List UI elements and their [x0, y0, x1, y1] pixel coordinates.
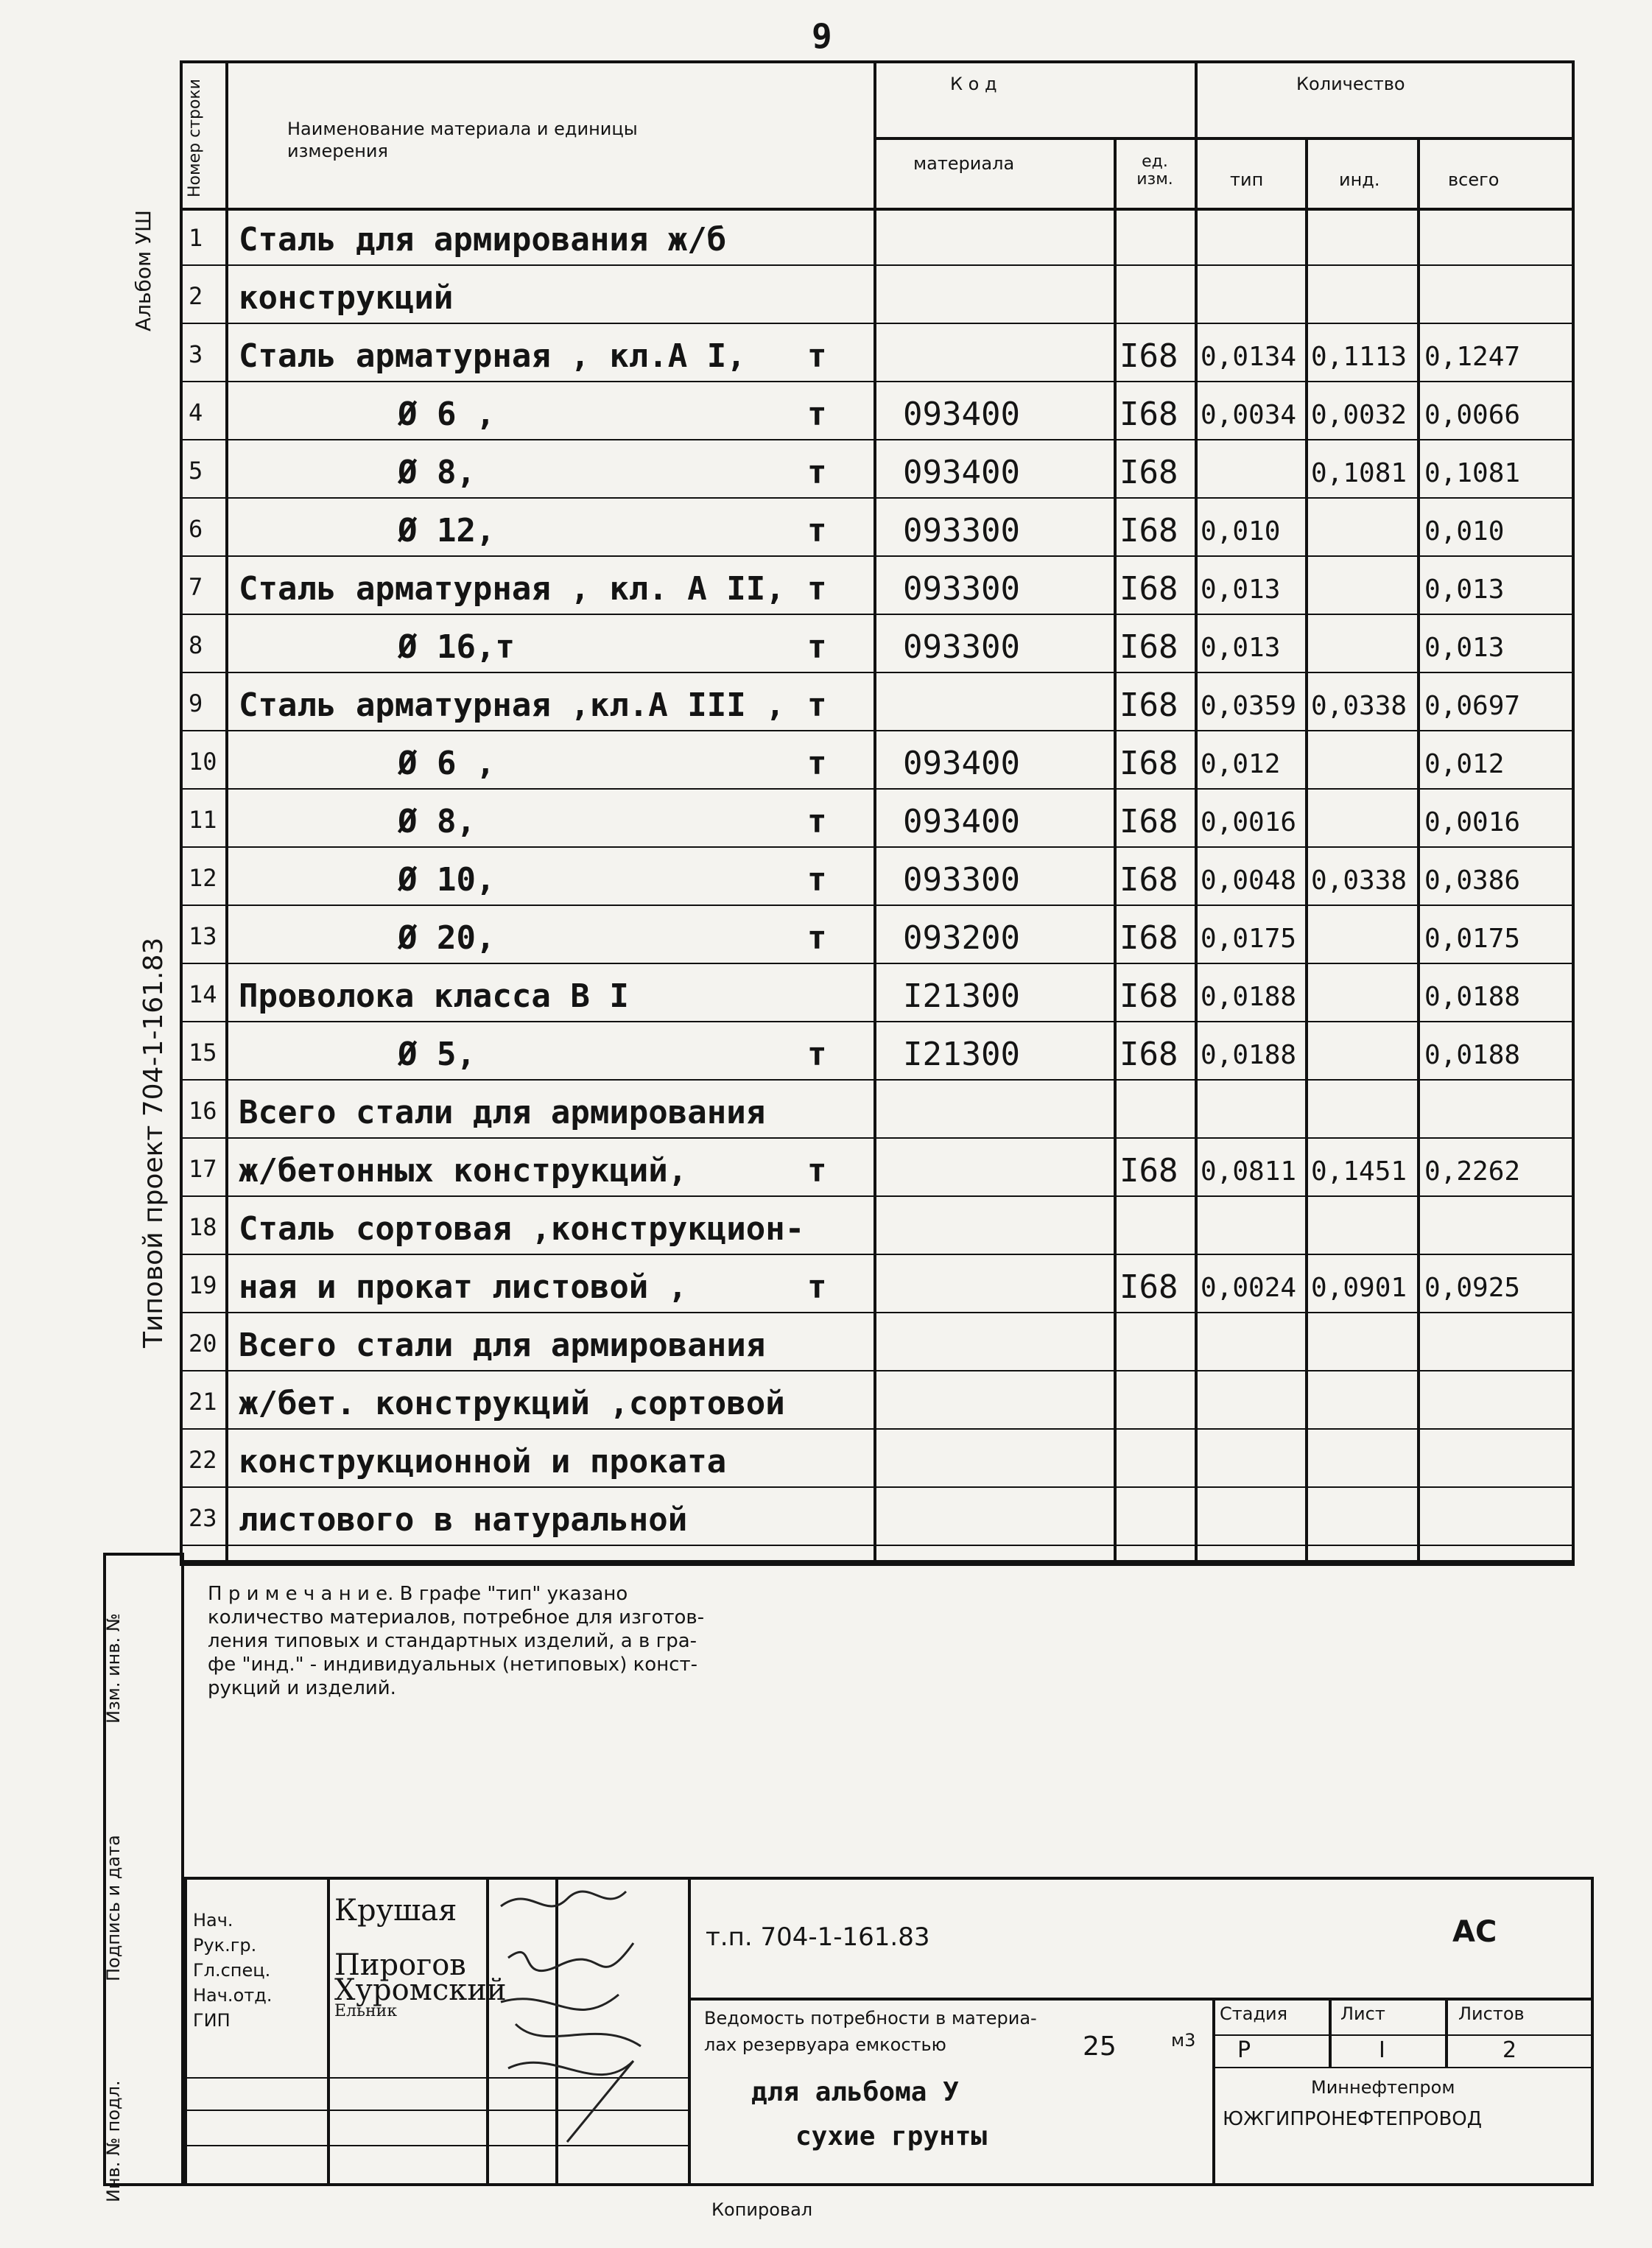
row-unit: I68 — [1120, 803, 1178, 840]
header-qty-type: тип — [1230, 169, 1264, 190]
row-total: 0,013 — [1424, 633, 1505, 663]
row-no: 9 — [189, 689, 203, 717]
row-divider — [180, 730, 1575, 731]
header-mid-line — [874, 137, 1575, 140]
row-type: 0,0811 — [1201, 1156, 1297, 1187]
row-no: 2 — [189, 282, 203, 310]
row-unit: I68 — [1120, 512, 1178, 549]
row-unit: I68 — [1120, 686, 1178, 724]
row-divider — [180, 1486, 1575, 1488]
row-name: Всего стали для армирования — [239, 1327, 766, 1364]
row-material: I21300 — [903, 977, 1020, 1015]
row-divider — [180, 672, 1575, 673]
row-unit: I68 — [1120, 977, 1178, 1015]
designation: т.п. 704-1-161.83 — [706, 1922, 930, 1952]
section-code: АС — [1452, 1915, 1497, 1949]
header-qty-total: всего — [1448, 169, 1500, 190]
stamp-role: ГИП — [193, 2010, 231, 2031]
row-total: 0,0188 — [1424, 1040, 1521, 1070]
row-unit: I68 — [1120, 1036, 1178, 1073]
row-material: 093300 — [903, 628, 1020, 666]
header-code-unit: ед. изм. — [1136, 152, 1173, 189]
row-divider — [180, 614, 1575, 615]
row-ind: 0,0338 — [1311, 691, 1407, 721]
header-bottom-line — [180, 208, 1575, 211]
row-name: Ø 20, — [398, 919, 496, 957]
table-bottom-line — [180, 1563, 1575, 1566]
row-total: 0,2262 — [1424, 1156, 1521, 1187]
row-unit_mark: т — [807, 512, 827, 549]
row-unit: I68 — [1120, 1152, 1178, 1190]
row-divider — [180, 846, 1575, 848]
row-name: Сталь арматурная , кл.А I, — [239, 337, 746, 375]
left-margin-strip — [103, 1553, 184, 2186]
volume-value: 25 — [1083, 2031, 1117, 2062]
header-quantity-group: Количество — [1296, 74, 1405, 94]
row-unit: I68 — [1120, 745, 1178, 782]
row-unit_mark: т — [807, 745, 827, 782]
row-name: Сталь сортовая ,конструкцион- — [239, 1210, 805, 1248]
stamp-role: Рук.гр. — [193, 1935, 257, 1956]
row-name: Ø 12, — [398, 512, 496, 549]
row-material: 093300 — [903, 861, 1020, 899]
col-line-6 — [1417, 140, 1420, 1563]
header-row-number: Номер строки — [186, 78, 204, 197]
row-unit_mark: т — [807, 861, 827, 899]
row-no: 17 — [189, 1155, 217, 1183]
row-type: 0,012 — [1201, 749, 1281, 779]
album-label: Альбом УШ — [131, 210, 155, 331]
row-no: 15 — [189, 1039, 217, 1067]
row-name: Ø 8, — [398, 454, 476, 491]
row-no: 23 — [189, 1504, 217, 1532]
row-ind: 0,0901 — [1311, 1273, 1407, 1303]
row-type: 0,013 — [1201, 575, 1281, 605]
row-divider — [180, 323, 1575, 324]
org-institute: ЮЖГИПРОНЕФТЕПРОВОД — [1223, 2108, 1483, 2130]
row-type: 0,013 — [1201, 633, 1281, 663]
row-name: ж/бет. конструкций ,сортовой — [239, 1385, 785, 1422]
row-unit: I68 — [1120, 628, 1178, 666]
row-unit_mark: т — [807, 628, 827, 666]
volume-unit: м3 — [1171, 2030, 1196, 2051]
row-unit_mark: т — [807, 396, 827, 433]
margin-strip-label-2: Подпись и дата — [103, 1835, 124, 1981]
row-no: 22 — [189, 1446, 217, 1474]
stamp-role: Гл.спец. — [193, 1960, 271, 1981]
row-divider — [180, 905, 1575, 906]
note-line: количество материалов, потребное для изготов- — [208, 1606, 705, 1629]
row-no: 14 — [189, 980, 217, 1008]
row-no: 8 — [189, 631, 203, 659]
row-divider — [180, 1312, 1575, 1313]
row-type: 0,0048 — [1201, 865, 1297, 896]
title-line-3: для альбома У — [751, 2077, 959, 2107]
row-total: 0,0175 — [1424, 924, 1521, 954]
row-type: 0,010 — [1201, 516, 1281, 547]
row-divider — [180, 381, 1575, 382]
stamp-role: Нач.отд. — [193, 1985, 273, 2006]
row-name: листового в натуральной — [239, 1501, 688, 1539]
stamp-col-1 — [327, 1877, 330, 2186]
stamp-row-1 — [688, 1998, 1594, 2001]
header-code-group: К о д — [950, 74, 997, 94]
row-unit: I68 — [1120, 570, 1178, 608]
row-total: 0,0697 — [1424, 691, 1521, 721]
title-line-1: Ведомость потребности в материа- — [704, 2008, 1037, 2029]
row-material: 093400 — [903, 803, 1020, 840]
row-divider — [180, 439, 1575, 440]
row-material: 093200 — [903, 919, 1020, 957]
row-material: I21300 — [903, 1036, 1020, 1073]
row-name: Ø 8, — [398, 803, 476, 840]
row-material: 093400 — [903, 396, 1020, 433]
row-no: 12 — [189, 864, 217, 892]
signer-name: Хуромский — [334, 1973, 507, 2007]
row-type: 0,0134 — [1201, 342, 1297, 372]
row-divider — [180, 1370, 1575, 1371]
row-divider — [180, 1428, 1575, 1430]
row-divider — [180, 1254, 1575, 1255]
row-unit_mark: т — [807, 570, 827, 608]
row-name: Всего стали для армирования — [239, 1094, 766, 1131]
sheets-value: 2 — [1502, 2037, 1517, 2063]
row-material: 093300 — [903, 570, 1020, 608]
row-type: 0,0016 — [1201, 807, 1297, 837]
stamp-row-2 — [1212, 2034, 1594, 2036]
row-name: Ø 6 , — [398, 745, 496, 782]
row-type: 0,0188 — [1201, 982, 1297, 1012]
row-divider — [180, 1137, 1575, 1139]
row-divider — [180, 497, 1575, 499]
row-type: 0,0034 — [1201, 400, 1297, 430]
row-no: 11 — [189, 806, 217, 834]
row-name: Проволока класса В I — [239, 977, 629, 1015]
stamp-roles — [193, 1908, 272, 2033]
signature-stroke — [508, 2061, 633, 2142]
col-line-4 — [1195, 60, 1198, 1563]
org-ministry: Миннефтепром — [1311, 2077, 1455, 2098]
row-type: 0,0024 — [1201, 1273, 1297, 1303]
stamp-row-3 — [1212, 2067, 1594, 2068]
row-name: Ø 5, — [398, 1036, 476, 1073]
row-divider — [180, 788, 1575, 790]
note-line: ления типовых и стандартных изделий, а в гра- — [208, 1630, 697, 1652]
row-no: 10 — [189, 748, 217, 776]
row-divider — [180, 264, 1575, 266]
row-unit_mark: т — [807, 686, 827, 724]
col-line-5 — [1305, 140, 1308, 1563]
stamp-col-7 — [1445, 1998, 1448, 2067]
stage-value: Р — [1237, 2037, 1251, 2063]
row-no: 13 — [189, 922, 217, 950]
row-no: 5 — [189, 457, 203, 485]
note-line: П р и м е ч а н и е. В графе "тип" указано — [208, 1583, 628, 1605]
row-no: 20 — [189, 1330, 217, 1357]
row-type: 0,0188 — [1201, 1040, 1297, 1070]
row-name: Ø 10, — [398, 861, 496, 899]
project-label: Типовой проект 704-1-161.83 — [138, 937, 169, 1348]
row-divider — [180, 555, 1575, 557]
row-name: Сталь арматурная , кл. А II, — [239, 570, 785, 608]
row-unit: I68 — [1120, 454, 1178, 491]
copied-by-label: Копировал — [711, 2199, 813, 2220]
row-unit_mark: т — [807, 454, 827, 491]
row-type: 0,0175 — [1201, 924, 1297, 954]
header-qty-ind: инд. — [1339, 169, 1380, 190]
row-total: 0,0188 — [1424, 982, 1521, 1012]
note-line: фе "инд." - индивидуальных (нетиповых) конст- — [208, 1654, 698, 1676]
row-unit_mark: т — [807, 803, 827, 840]
row-divider — [180, 1021, 1575, 1022]
row-unit: I68 — [1120, 396, 1178, 433]
row-name: конструкций — [239, 279, 454, 317]
row-unit_mark: т — [807, 1036, 827, 1073]
signer-name: Ельник — [334, 2002, 398, 2020]
signer-name: Пирогов — [334, 1948, 466, 1982]
row-name: конструкционной и проката — [239, 1443, 727, 1480]
row-no: 1 — [189, 224, 203, 252]
title-line-4: сухие грунты — [795, 2121, 988, 2152]
header-name: Наименование материала и единицы измерения — [287, 119, 638, 161]
col-line-1 — [225, 60, 228, 1563]
row-material: 093400 — [903, 454, 1020, 491]
margin-strip-label-3: Инв. № подл. — [103, 2080, 124, 2202]
row-divider — [180, 1195, 1575, 1197]
row-name: ж/бетонных конструкций, — [239, 1152, 688, 1190]
row-name: Сталь арматурная ,кл.А III , — [239, 686, 785, 724]
row-material: 093300 — [903, 512, 1020, 549]
row-no: 6 — [189, 515, 203, 543]
row-total: 0,0386 — [1424, 865, 1521, 896]
row-no: 3 — [189, 340, 203, 368]
row-ind: 0,1113 — [1311, 342, 1407, 372]
row-divider — [180, 1079, 1575, 1081]
row-no: 4 — [189, 398, 203, 426]
row-ind: 0,0032 — [1311, 400, 1407, 430]
row-total: 0,1081 — [1424, 458, 1521, 488]
row-total: 0,012 — [1424, 749, 1505, 779]
title-line-2: лах резервуара емкостью — [704, 2034, 946, 2055]
row-no: 16 — [189, 1097, 217, 1125]
row-no: 7 — [189, 573, 203, 601]
row-total: 0,0016 — [1424, 807, 1521, 837]
row-unit: I68 — [1120, 919, 1178, 957]
signer-name: Крушая — [334, 1894, 457, 1928]
header-code-material: материала — [913, 153, 1015, 174]
row-total: 0,0925 — [1424, 1273, 1521, 1303]
row-ind: 0,1451 — [1311, 1156, 1407, 1187]
row-name: ная и прокат листовой , — [239, 1268, 688, 1306]
sheet-label: Лист — [1340, 2003, 1385, 2024]
row-total: 0,1247 — [1424, 342, 1521, 372]
stamp-role: Нач. — [193, 1910, 233, 1931]
col-line-3 — [1114, 140, 1117, 1563]
row-total: 0,010 — [1424, 516, 1505, 547]
row-divider — [180, 1545, 1575, 1546]
col-line-2 — [874, 60, 876, 1563]
row-unit_mark: т — [807, 337, 827, 375]
row-unit_mark: т — [807, 1152, 827, 1190]
row-ind: 0,1081 — [1311, 458, 1407, 488]
signature-stroke — [501, 1995, 641, 2046]
signatures — [486, 1877, 692, 2186]
row-name: Ø 6 , — [398, 396, 496, 433]
row-ind: 0,0338 — [1311, 865, 1407, 896]
signature-stroke — [501, 1892, 626, 1906]
signature-stroke — [508, 1943, 633, 1971]
note-block — [208, 1582, 704, 1700]
margin-strip-label-1: Изм. инв. № — [103, 1613, 124, 1724]
row-name: Сталь для армирования ж/б — [239, 221, 727, 259]
stamp-col-6 — [1329, 1998, 1332, 2067]
stamp-col-5 — [1212, 1998, 1215, 2186]
note-line: рукций и изделий. — [208, 1677, 396, 1699]
page-number: 9 — [812, 16, 832, 56]
row-total: 0,0066 — [1424, 400, 1521, 430]
sheets-label: Листов — [1458, 2003, 1525, 2024]
row-name: Ø 16,т — [398, 628, 515, 666]
row-no: 18 — [189, 1213, 217, 1241]
row-no: 19 — [189, 1271, 217, 1299]
row-unit_mark: т — [807, 1268, 827, 1306]
row-unit: I68 — [1120, 337, 1178, 375]
row-divider — [180, 963, 1575, 964]
sheet-value: I — [1379, 2037, 1385, 2063]
row-unit: I68 — [1120, 1268, 1178, 1306]
row-total: 0,013 — [1424, 575, 1505, 605]
row-type: 0,0359 — [1201, 691, 1297, 721]
row-unit: I68 — [1120, 861, 1178, 899]
stage-label: Стадия — [1220, 2003, 1288, 2024]
row-unit_mark: т — [807, 919, 827, 957]
row-no: 21 — [189, 1388, 217, 1416]
stamp-signers — [334, 1890, 507, 2021]
row-material: 093400 — [903, 745, 1020, 782]
